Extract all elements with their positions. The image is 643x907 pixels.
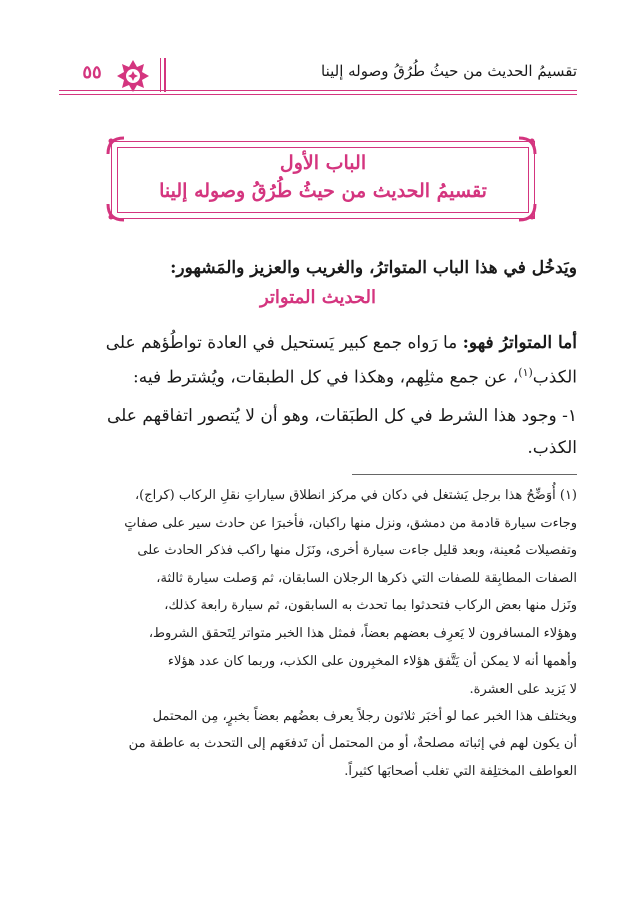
definition-line-1 — [57, 331, 577, 355]
footnote-line: (١) أُوَضِّحُ هذا برجل يَشتغل في دكان في مركز انطلاق سياراتِ نقلِ الركاب (كراج)، — [134, 488, 577, 503]
footnote-marker: (١) — [559, 488, 577, 503]
footnote-line: ونَزل منها بعض الركاب فتحدثوا بما تحدث به السابقون، ثم سيارة رابعة كذلك، — [164, 598, 577, 613]
chapter-label: الباب الأول — [279, 152, 367, 174]
chapter-title: تقسيمُ الحديث من حيثُ طُرُقُ وصوله إلينا — [159, 180, 487, 202]
ornament-star-icon — [113, 58, 153, 94]
intro-paragraph: ويَدخُل في هذا الباب المتواترُ، والغريب والعزيز والمَشهور: — [170, 258, 577, 278]
footnote-separator — [352, 474, 577, 475]
footnote-reference[interactable]: (١) — [518, 366, 533, 379]
condition-1-line-2: الكذب. — [527, 438, 577, 458]
footnote-line: العواطف المختلِفة التي تغلب أصحابَها كثيراً. — [344, 764, 577, 779]
page-number: ٥٥ — [82, 62, 102, 83]
footnote-line: أن يكون لهم في إثباته مصلحةٌ، أو من المحتمل أن تَدفعَهم إلى التحدث به عاطفة من — [128, 736, 577, 751]
header-divider-thin — [160, 58, 161, 92]
running-title: تقسيمُ الحديث من حيثُ طُرُقُ وصوله إلينا — [321, 62, 577, 80]
header-divider — [164, 58, 166, 92]
header-rule — [59, 90, 577, 91]
header-rule-thin — [59, 94, 577, 95]
corner-ornament-icon — [517, 202, 537, 222]
corner-ornament-icon — [106, 202, 126, 222]
footnote-line: وتفصيلات مُعينة، وبعد قليل جاءت سيارة أخرى، ونَزَل منها راكب فذكر الحادث على — [137, 543, 577, 558]
definition-text: ما رَواه جمع كبير يَستحيل في العادة تواطُؤهم على — [105, 333, 458, 353]
footnote-line: لا يَزيد على العشرة. — [469, 682, 577, 697]
definition-word: الكذب — [532, 367, 577, 388]
footnote-line: وجاءت سيارة قادمة من دمشق، ونزل منها راكبان، فأخبرَا عن حادث سير على صفاتٍ — [124, 516, 577, 531]
definition-text-cont: ، عن جمع مثلِهم، وهكذا في كل الطبقات، ويُشترط فيه: — [133, 367, 519, 388]
condition-1-line-1: ١- وجود هذا الشرط في كل الطبَقات، وهو أن لا يُتصور اتفاقهم على — [107, 406, 577, 426]
section-heading: الحديث المتواتر — [259, 287, 377, 308]
definition-line-2 — [57, 361, 577, 390]
footnote-line: ويختلف هذا الخبر عما لو أخبَر ثلاثون رجلاً يعرف بعضُهم بعضاً بخبرٍ، مِن المحتمل — [152, 709, 577, 724]
footnote-line: وهؤلاء المسافرون لا يَعرِف بعضهم بعضاً، فمثل هذا الخبر متواتر لِتَحقق الشروط، — [148, 626, 577, 641]
footnote-line: الصفات المطابِقة للصفات التي ذكرها الرجلان السابقان، ثم وَصلت سيارة ثالثة، — [156, 571, 577, 586]
definition-lead: أما المتواترُ فهو: — [462, 333, 577, 353]
footnote-line: وأهمها أنه لا يمكن أن يَتَّفق هؤلاء المخبِرون على الكذب، وربما كان عدد هؤلاء — [167, 654, 577, 669]
